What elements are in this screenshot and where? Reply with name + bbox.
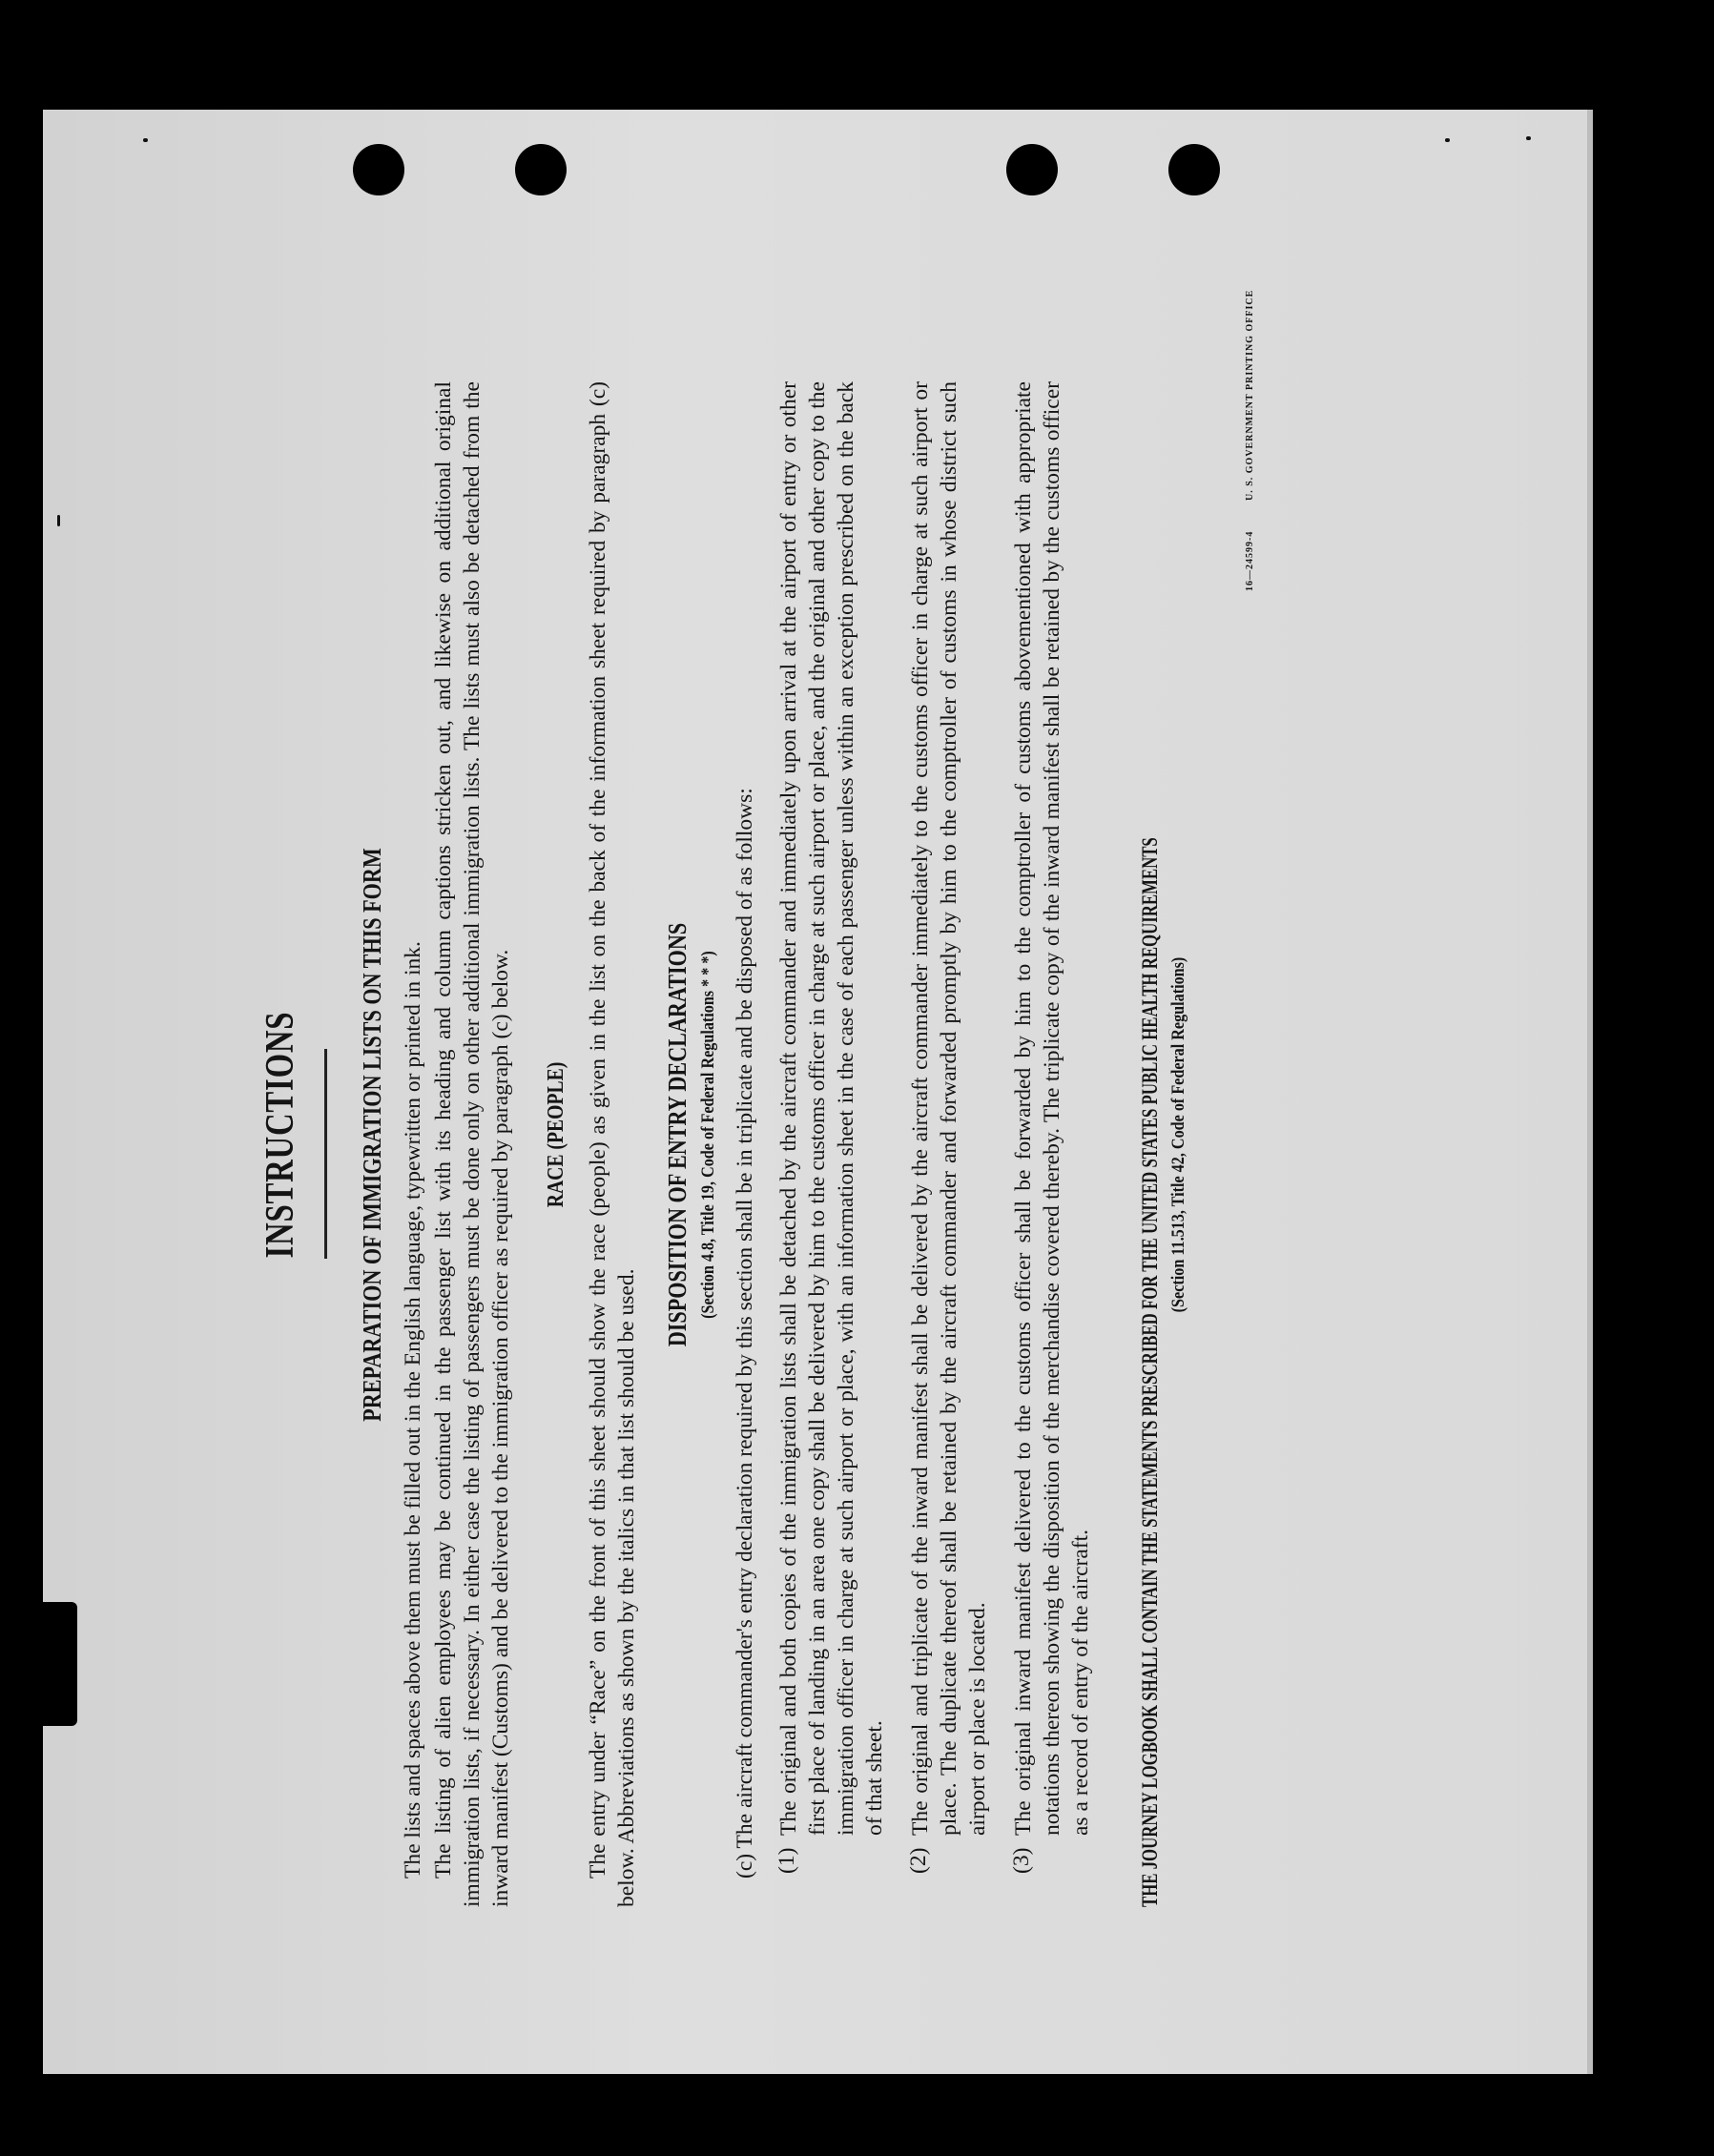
item-number: (2) xyxy=(906,1847,931,1874)
rotated-instructions xyxy=(258,289,1383,1945)
punch-hole xyxy=(1006,144,1058,195)
citation-section-4-8: (Section 4.8, Title 19, Code of Federal Regulations * * *) xyxy=(698,951,718,1319)
paragraph-race: The entry under “Race” on the front of this sheet should show the race (people) as given in the list on the back of the information sheet required by paragraph (c) below. Abbreviations as shown by the italics in that list should be used. xyxy=(586,381,639,1907)
section-heading-race: RACE (PEOPLE) xyxy=(544,1061,568,1208)
speck xyxy=(1526,136,1531,140)
paragraph-preparation-2: The listing of alien employees may be continued in the passenger list with its heading and column captions stricken out, and likewise on additional original immigration lists, if necessary. In either case the listing of passengers must be done only on other additional immigration lists. The lists must also be detached from the inward manifest (Customs) and be delivered to the immigration officer as required by paragraph (c) below. xyxy=(431,381,513,1907)
title-underline xyxy=(324,1049,327,1259)
torn-edge-notch xyxy=(39,1602,77,1726)
item-text: The original and triplicate of the inward manifest shall be delivered by the aircraft commander immediately to the customs officer in charge at such airport or place. The duplicate thereof shall be retained by the aircraft commander and forwarded promptly by him to the comptroller of customs in whose district such airport or place is located. xyxy=(908,381,990,1836)
speck xyxy=(57,515,60,526)
page-edge xyxy=(1587,110,1593,2074)
punch-hole xyxy=(515,144,567,195)
page-title: INSTRUCTIONS xyxy=(258,1011,302,1259)
item-number: (3) xyxy=(1009,1847,1034,1874)
punch-hole xyxy=(353,144,404,195)
footer-heading-logbook: THE JOURNEY LOGBOOK SHALL CONTAIN THE STATEMENTS PRESCRIBED FOR THE UNITED STATES PUBLIC HEALTH REQUIREMENTS xyxy=(1138,837,1162,1907)
punch-hole xyxy=(1168,144,1220,195)
section-heading-disposition: DISPOSITION OF ENTRY DECLARATIONS xyxy=(663,922,692,1347)
item-number: (1) xyxy=(774,1847,799,1874)
speck xyxy=(1445,138,1450,142)
item-text: The original and both copies of the immigration lists shall be detached by the aircraft commander and immediately upon arrival at the airport of entry or other first place of landing in an area one copy shall be delivered by him to the customs officer in charge at such airport or place, and the original and other copy to the immigration officer in charge at such airport or place, with an information sheet in the case of each passenger unless within an exception prescribed on the back of that sheet. xyxy=(776,381,887,1836)
speck xyxy=(143,138,148,142)
paragraph-preparation-1: The lists and spaces above them must be filled out in the English language, typewritten or printed in ink. xyxy=(401,941,425,1879)
citation-section-11-513: (Section 11.513, Title 42, Code of Federal Regulations) xyxy=(1168,956,1188,1313)
form-number: 16—24599-4 xyxy=(1245,530,1255,591)
paragraph-disposition-intro: (c) The aircraft commander's entry declaration required by this section shall be in triplicate and be disposed of as follows: xyxy=(733,788,757,1879)
item-text: The original inward manifest delivered to the customs officer shall be forwarded by him to the comptroller of customs abovementioned with appropriate notations thereon showing the disposition of the merchandise covered thereby. The triplicate copy of the inward manifest shall be retained by the customs officer as a record of entry of the aircraft. xyxy=(1011,381,1093,1836)
printer-credit: U. S. GOVERNMENT PRINTING OFFICE xyxy=(1245,289,1255,501)
section-heading-preparation: PREPARATION OF IMMIGRATION LISTS ON THIS FORM xyxy=(358,848,386,1422)
